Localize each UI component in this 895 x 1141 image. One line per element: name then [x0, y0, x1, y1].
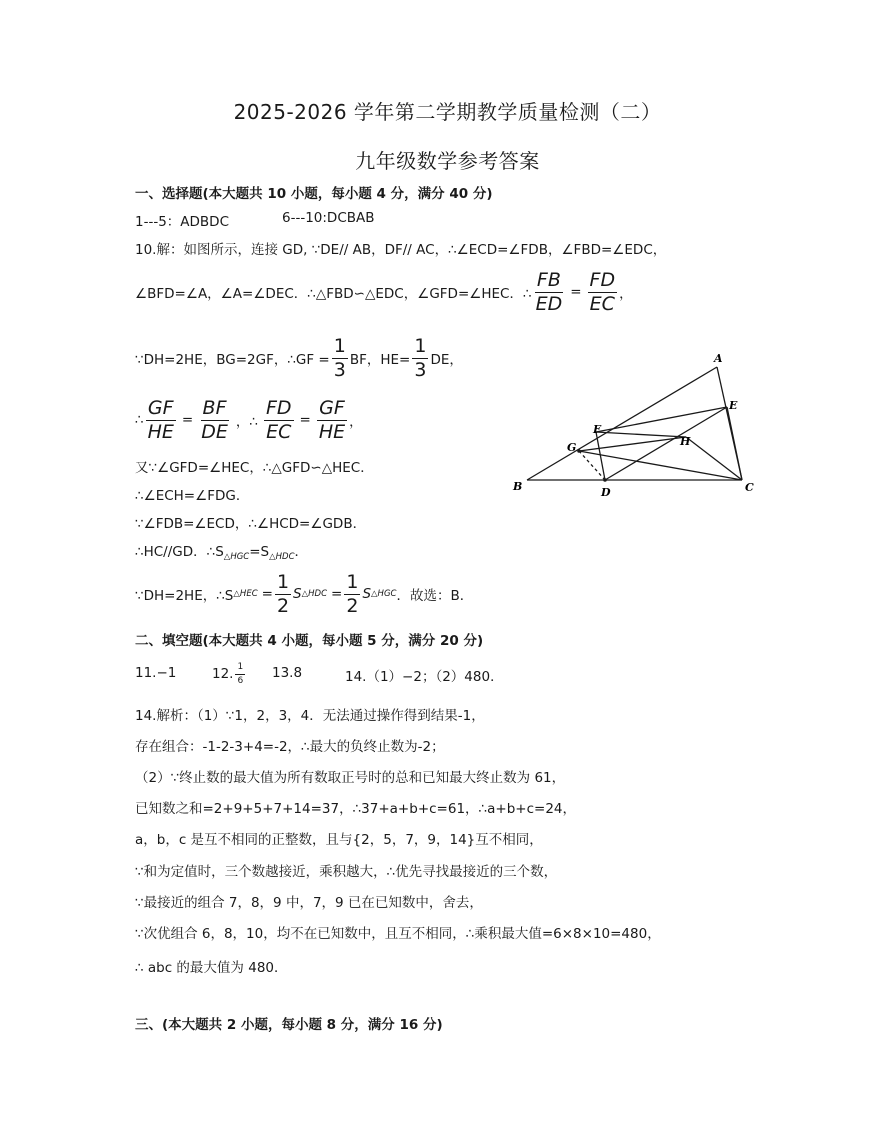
- fraction-bf-de: [199, 396, 230, 443]
- fraction-fb-ed: [534, 268, 565, 315]
- vertex-g-dot: [577, 449, 581, 453]
- denominator: 6: [237, 675, 244, 686]
- denominator: EC: [266, 420, 292, 443]
- q10-line-5: 又∵∠GFD=∠HEC，∴△GFD∽△HEC．: [135, 460, 374, 476]
- answer-12: [212, 656, 247, 692]
- denominator: 2: [346, 594, 359, 617]
- segment-ec: [727, 407, 742, 480]
- numerator: FD: [265, 396, 292, 419]
- numerator: FD: [589, 268, 616, 291]
- numerator: 1: [346, 570, 359, 593]
- numerator: GF: [319, 396, 345, 419]
- q10-line-3-c: DE，: [430, 352, 463, 368]
- fraction-fd-ec: [588, 268, 618, 315]
- denominator: EC: [589, 292, 615, 315]
- numerator: 1: [414, 334, 427, 357]
- q10-line-3-a: ∵DH=2HE，BG=2GF，∴GF =: [135, 352, 330, 368]
- answer-14: 14.（1）−2；（2）480．: [345, 669, 504, 685]
- equals-sign: =: [261, 586, 273, 602]
- therefore-symbol: ∴: [135, 412, 144, 428]
- numerator: GF: [147, 396, 174, 419]
- q14-line-4: 已知数之和=2+9+5+7+14=37，∴37+a+b+c=61，∴a+b+c=24，: [135, 801, 577, 817]
- geometry-figure: [505, 345, 765, 505]
- q10-line-3: [135, 334, 463, 382]
- segment-ba: [527, 367, 717, 480]
- comma-therefore: ，∴: [235, 414, 258, 430]
- answer-12-prefix: 12.: [212, 666, 234, 682]
- fraction-one-half: [275, 570, 291, 617]
- fraction-one-half-2: [344, 570, 360, 617]
- segment-de: [605, 407, 727, 480]
- answer-11: 11.−1: [135, 665, 177, 681]
- q10-line-6: ∴∠ECH=∠FDG．: [135, 488, 250, 504]
- q14-line-6: ∵和为定值时，三个数越接近，乘积越大，∴优先寻找最接近的三个数，: [135, 864, 558, 880]
- q10-line-2-text: ∠BFD=∠A，∠A=∠DEC．∴△FBD∽△EDC，∠GFD=∠HEC．∴: [135, 286, 532, 302]
- segment-gc: [579, 451, 742, 480]
- q14-line-5: a，b，c 是互不相同的正整数，且与{2，5，7，9，14}互不相同，: [135, 832, 543, 848]
- denominator: ED: [535, 292, 563, 315]
- q14-line-3: （2）∵终止数的最大值为所有数取正号时的总和已知最大终止数为 61，: [135, 770, 566, 786]
- numerator: FB: [536, 268, 561, 291]
- denominator: 3: [414, 358, 427, 381]
- q10-line-8-a: ∴HC//GD．∴S: [135, 544, 224, 560]
- q10-line-8-b: =S: [249, 544, 270, 560]
- q10-line-4: [135, 396, 363, 444]
- answers-6-10: 6---10:DCBAB: [282, 210, 375, 226]
- denominator: HE: [318, 420, 346, 443]
- numerator: 1: [333, 334, 346, 357]
- equals-sign: =: [299, 412, 311, 428]
- q14-line-8: ∵次优组合 6，8，10，均不在已知数中，且互不相同，∴乘积最大值=6×8×10=480，: [135, 926, 661, 942]
- area-s: S: [362, 586, 372, 602]
- fraction-gf-he: [146, 396, 176, 443]
- denominator: 2: [276, 594, 290, 617]
- subscript-hgc: △HGC: [371, 589, 397, 599]
- label-h: H: [680, 435, 691, 448]
- subscript-hec: △HEC: [233, 589, 258, 599]
- denominator: DE: [201, 420, 228, 443]
- denominator: 3: [333, 358, 346, 381]
- numerator: 1: [235, 663, 245, 675]
- label-d: D: [601, 486, 611, 499]
- page-subtitle: 九年级数学参考答案: [355, 149, 540, 173]
- vertex-d-dot: [603, 478, 607, 482]
- comma: ，: [349, 414, 363, 430]
- numerator: BF: [202, 396, 227, 419]
- label-g: G: [567, 441, 577, 454]
- segment-fh: [596, 432, 686, 437]
- label-a: A: [714, 352, 723, 365]
- q14-line-7: ∵最接近的组合 7，8，9 中，7，9 已在已知数中，舍去，: [135, 895, 483, 911]
- subscript-hdc: △HDC: [301, 589, 328, 599]
- answers-1-5: 1---5：ADBDC: [135, 214, 230, 230]
- subscript-hgc: △HGC: [223, 552, 250, 562]
- label-e: E: [729, 399, 738, 412]
- label-b: B: [513, 480, 523, 493]
- numerator: 1: [276, 570, 290, 593]
- q14-line-2: 存在组合：-1-2-3+4=-2，∴最大的负终止数为-2；: [135, 739, 445, 755]
- q10-line-8-c: ．: [294, 544, 309, 560]
- answer-13: 13.8: [272, 665, 303, 681]
- q14-line-1: 14.解析：（1）∵1，2，3，4．无法通过操作得到结果-1，: [135, 708, 485, 724]
- fraction-one-sixth: [235, 663, 245, 686]
- equals-sign: =: [331, 586, 343, 602]
- q10-line-9: [135, 570, 473, 618]
- label-c: C: [745, 481, 754, 494]
- equals-sign: =: [181, 412, 194, 428]
- q10-line-1: 10.解：如图所示，连接 GD, ∵DE// AB，DF// AC，∴∠ECD=∠FDB，∠FBD=∠EDC，: [135, 242, 667, 258]
- section-1-heading: 一、选择题(本大题共 10 小题，每小题 4 分，满分 40 分): [135, 186, 493, 202]
- page-title: 2025-2026 学年第二学期教学质量检测（二）: [233, 100, 662, 124]
- fraction-one-third: [332, 334, 348, 381]
- area-s: S: [293, 586, 302, 602]
- section-3-heading: 三、(本大题共 2 小题，每小题 8 分，满分 16 分): [135, 1017, 443, 1033]
- fraction-fd-ec-2: [264, 396, 294, 443]
- denominator: HE: [147, 420, 174, 443]
- section-2-heading: 二、填空题(本大题共 4 小题，每小题 5 分，满分 20 分): [135, 633, 484, 649]
- q10-line-9-a: ∵DH=2HE，∴S: [135, 588, 234, 604]
- fraction-one-third-2: [412, 334, 428, 381]
- comma: ，: [619, 286, 633, 302]
- fraction-gf-he-2: [317, 396, 347, 443]
- equals-sign: =: [570, 284, 582, 300]
- q10-line-9-c: ．故选：B．: [396, 588, 474, 604]
- subscript-hdc: △HDC: [269, 552, 295, 562]
- q14-line-9: ∴ abc 的最大值为 480．: [135, 960, 288, 976]
- q10-line-2: [135, 268, 633, 316]
- q10-line-8: [135, 540, 308, 562]
- q10-line-3-b: BF，HE=: [349, 352, 411, 368]
- q10-line-7: ∵∠FDB=∠ECD，∴∠HCD=∠GDB．: [135, 516, 367, 532]
- label-f: F: [593, 423, 601, 436]
